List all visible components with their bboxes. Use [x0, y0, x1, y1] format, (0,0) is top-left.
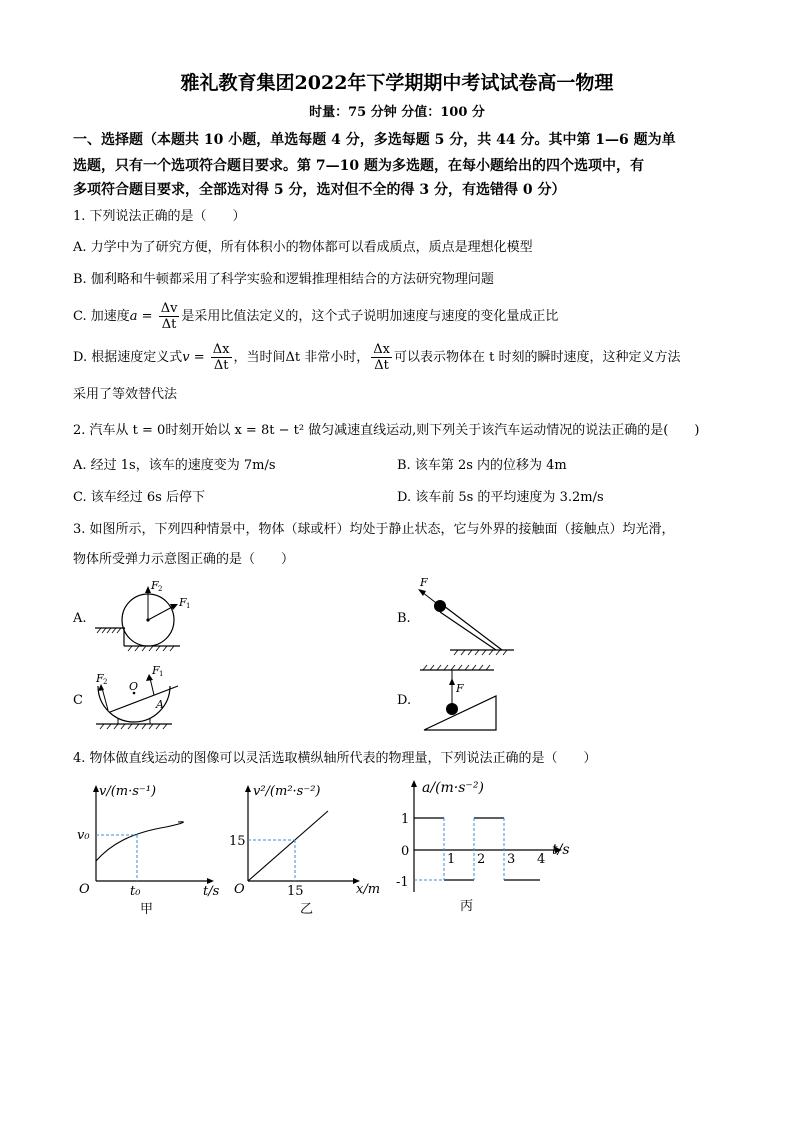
q3-stem-line1: 3. 如图所示，下列四种情景中，物体（球或杆）均处于静止状态，它与外界的接触面（接触点）均光滑， — [73, 522, 675, 537]
q4-stem: 4. 物体做直线运动的图像可以灵活选取横纵轴所代表的物理量，下列说法正确的是（ ） — [73, 751, 597, 766]
fraction-dx-dt-2: $\frac{\Delta x}{\Delta t}$ — [373, 342, 390, 373]
graph-jia-v0: v₀ — [77, 828, 90, 843]
graph-bing-y-1: 1 — [401, 812, 410, 827]
graph-bing-xlabel: t/s — [552, 842, 570, 858]
q2-option-c: C. 该车经过 6s 后停下 — [73, 490, 205, 505]
fig-c-a-label: A — [156, 698, 164, 711]
q2-option-a: A. 经过 1s，该车的速度变为 7m/s — [73, 458, 276, 473]
section-instructions-line2: 选题，只有一个选项符合题目要求。第 7—10 题为多选题，在每小题给出的四个选项中，有 — [73, 158, 644, 174]
fig-a-f1-sub: 1 — [186, 602, 191, 610]
fig-a-f2-label: F — [151, 579, 159, 592]
graph-yi-ylabel: v²/(m²·s⁻²) — [253, 784, 321, 799]
fig-c-o-label: O — [129, 680, 139, 693]
page-title: 雅礼教育集团2022年下学期期中考试试卷高一物理 — [180, 72, 614, 94]
q3-label-a: A. — [73, 611, 87, 626]
fig-c-f2-sub: 2 — [103, 678, 108, 686]
q3-figure-a — [90, 576, 190, 656]
q3-figure-d — [418, 662, 508, 734]
fig-a-f2-sub: 2 — [158, 585, 163, 593]
q3-stem-line2: 物体所受弹力示意图正确的是（ ） — [73, 552, 295, 567]
q1-option-b: B. 伽利略和牛顿都采用了科学实验和逻辑推理相结合的方法研究物理问题 — [73, 272, 494, 287]
q1-stem: 1. 下列说法正确的是（ ） — [73, 209, 246, 224]
graph-jia-ylabel: v/(m·s⁻¹) — [99, 784, 157, 799]
q2-option-b: B. 该车第 2s 内的位移为 4m — [397, 458, 567, 473]
q2-option-d: D. 该车前 5s 的平均速度为 3.2m/s — [397, 490, 604, 505]
fig-d-f-label: F — [456, 682, 464, 695]
q3-figure-c — [88, 662, 198, 734]
graph-jia-t0: t₀ — [130, 884, 141, 899]
q1-option-c: C. 加速度a = $\frac{\Delta v}{\Delta t}$ 是采用比值法定义的，这个式子说明加速度与速度的变化量成正比 — [73, 301, 559, 332]
q4-graph-bing — [392, 770, 592, 920]
q3-label-c: C — [73, 693, 83, 708]
graph-jia-origin: O — [79, 882, 90, 897]
q1-option-a: A. 力学中为了研究方便，所有体积小的物体都可以看成质点，质点是理想化模型 — [73, 240, 533, 255]
fig-b-f-label: F — [420, 576, 428, 589]
fraction-dv-dt: $\frac{\Delta v}{\Delta t}$ — [160, 301, 178, 332]
graph-bing-caption: 丙 — [460, 899, 474, 914]
fig-a-f1-label: F — [179, 596, 187, 609]
x-tick-label: 3 — [507, 852, 516, 867]
graph-yi-origin: O — [234, 882, 245, 897]
section-instructions-line1: 一、选择题（本题共 10 小题，单选每题 4 分，多选每题 5 分，共 44 分。其中第 1—6 题为单 — [73, 132, 676, 148]
fraction-dx-dt: $\frac{\Delta x}{\Delta t}$ — [212, 342, 230, 373]
fig-c-f1-label: F — [152, 664, 160, 677]
x-tick-label: 2 — [477, 852, 486, 867]
exam-info: 时量：75 分钟 分值：100 分 — [309, 105, 485, 120]
graph-yi-xlabel: x/m — [356, 882, 381, 897]
fig-c-f2-label: F — [96, 672, 104, 685]
q4-graph-yi — [226, 775, 386, 920]
q1-option-d: D. 根据速度定义式v = $\frac{\Delta x}{\Delta t}$ ，当时间Δt 非常小时， $\frac{\Delta x}{\Delta t}$ 可以表示物体在 t 时刻的瞬时速度，这种定义方法 — [73, 342, 681, 373]
q4-graph-jia — [70, 775, 220, 920]
section-instructions-line3: 多项符合题目要求，全部选对得 5 分，选对但不全的得 3 分，有选错得 0 分） — [73, 182, 566, 198]
graph-yi-15-x: 15 — [287, 884, 304, 899]
q3-label-d: D. — [397, 693, 412, 708]
q3-figure-b — [410, 574, 520, 658]
graph-yi-caption: 乙 — [300, 902, 314, 917]
x-tick-label: 1 — [447, 852, 456, 867]
graph-bing-y-0: 0 — [401, 844, 410, 859]
q3-label-b: B. — [397, 611, 411, 626]
q2-stem: 2. 汽车从 t = 0时刻开始以 x = 8t − t² 做匀减速直线运动,则下列关于该汽车运动情况的说法正确的是( ) — [73, 423, 700, 438]
graph-bing-y-neg1: -1 — [396, 875, 409, 890]
graph-jia-xlabel: t/s — [203, 884, 220, 899]
graph-jia-caption: 甲 — [140, 902, 154, 917]
graph-bing-ylabel: a/(m·s⁻²) — [422, 780, 484, 796]
graph-yi-15-y: 15 — [229, 834, 246, 849]
x-tick-label: 4 — [537, 852, 546, 867]
fig-c-f1-sub: 1 — [159, 670, 164, 678]
q1-option-d-line2: 采用了等效替代法 — [73, 387, 178, 402]
